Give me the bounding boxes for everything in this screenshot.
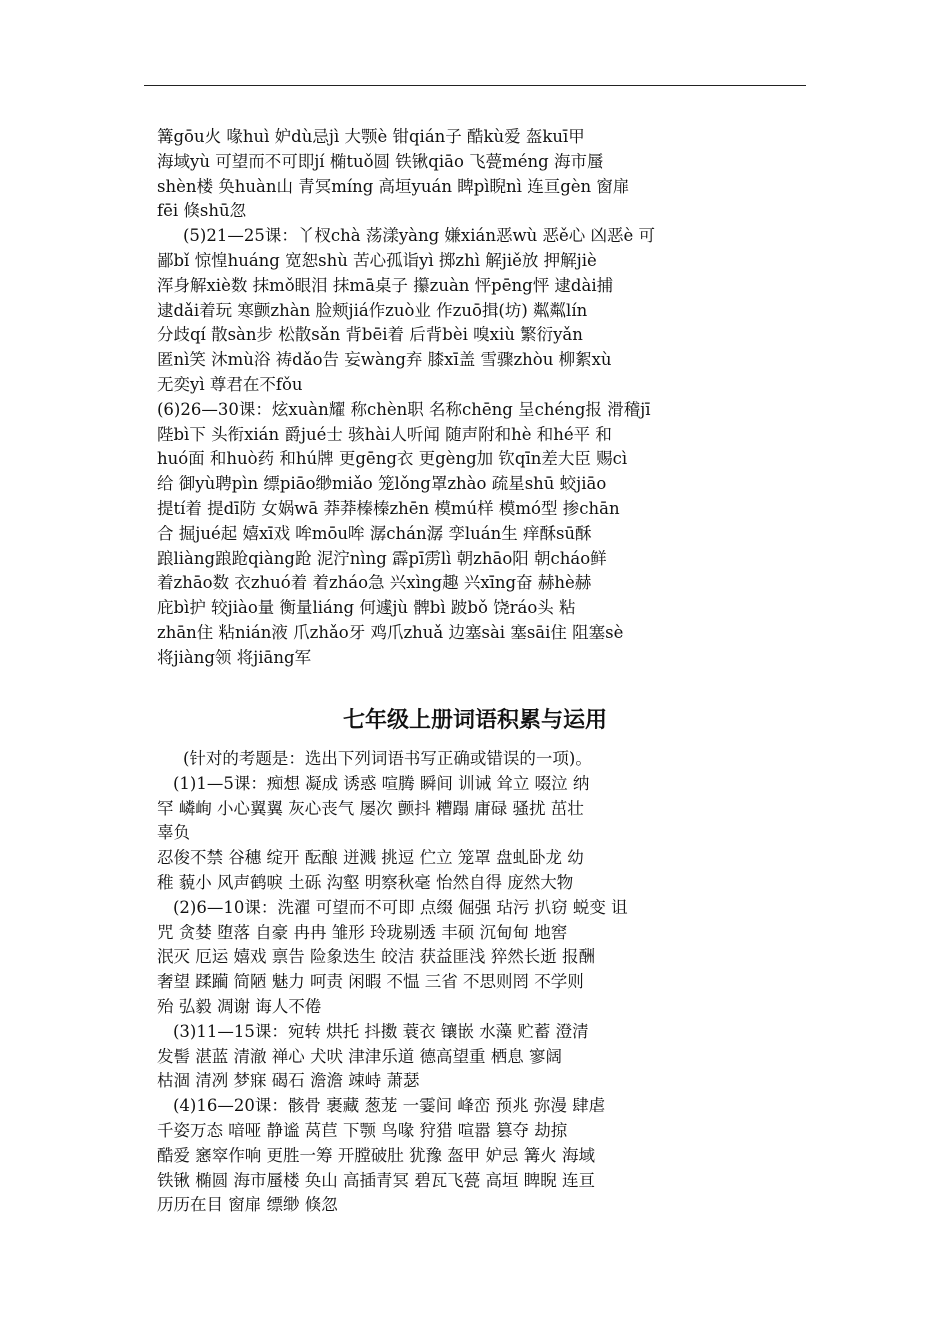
- vocab-line-18: 铁锹 椭圆 海市蜃楼 奂山 高插青冥 碧瓦飞甍 高垣 睥睨 连亘: [157, 1170, 595, 1190]
- vocab-line-1: (针对的考题是：选出下列词语书写正确或错误的一项)。: [183, 749, 592, 768]
- pinyin-line-15: 给 御yù聘pìn 缥piāo缈miǎo 笼lǒng罩zhào 疏星shū 蛟jiāo: [157, 474, 607, 494]
- vocab-line-16: 千姿万态 喑哑 静谧 莴苣 下颚 鸟喙 狩猎 喧嚣 篡夺 劫掠: [157, 1120, 568, 1140]
- section-title: 七年级上册词语积累与运用: [342, 708, 607, 733]
- vocab-line-15: (4)16—20课：骸骨 裹藏 葱茏 一霎间 峰峦 预兆 弥漫 肆虐: [173, 1096, 606, 1116]
- pinyin-line-4: fēi 倏shū忽: [157, 201, 247, 221]
- vocab-line-10: 奢望 蹂躏 简陋 魅力 呵责 闲暇 不愠 三省 不思则罔 不学则: [157, 972, 584, 992]
- vocab-line-17: 酷爱 窸窣作响 更胜一筹 开膛破肚 犹豫 盔甲 妒忌 篝火 海域: [157, 1145, 595, 1165]
- pinyin-line-9: 分歧qí 散sàn步 松散sǎn 背bēi着 后背bèi 嗅xiù 繁衍yǎn: [157, 325, 583, 345]
- pinyin-line-14: huó面 和huò药 和hú牌 更gēng衣 更gèng加 钦qīn差大臣 赐cì: [157, 449, 628, 469]
- pinyin-line-11: 无奕yì 尊君在不fǒu: [157, 374, 303, 394]
- vocab-line-11: 殆 弘毅 凋谢 诲人不倦: [157, 996, 322, 1016]
- pinyin-line-3: shèn楼 奂huàn山 青冥míng 高垣yuán 睥pì睨nì 连亘gèn 窗扉: [157, 176, 630, 196]
- pinyin-line-1: 篝gōu火 喙huì 妒dù忌jì 大颚è 钳qián子 酷kù爱 盔kuī甲: [157, 127, 585, 146]
- pinyin-line-10: 匿nì笑 沐mù浴 祷dǎo告 妄wàng弃 膝xī盖 雪骤zhòu 柳絮xù: [157, 350, 612, 370]
- vocabulary-section: [157, 747, 797, 1218]
- vocab-line-6: 稚 藐小 风声鹤唳 土砾 沟壑 明察秋毫 怡然自得 庞然大物: [157, 872, 574, 892]
- pinyin-line-20: 庇bì护 较jiào量 衡量liáng 何遽jù 髀bì 跛bǒ 饶ráo头 粘: [157, 598, 576, 618]
- vocab-line-3: 罕 嶙峋 小心翼翼 灰心丧气 屡次 颤抖 糟蹋 庸碌 骚扰 茁壮: [157, 798, 584, 818]
- vocab-line-4: 辜负: [157, 823, 190, 843]
- vocab-line-19: 历历在目 窗扉 缥缈 倏忽: [157, 1195, 338, 1215]
- pinyin-line-19: 着zhāo数 衣zhuó着 着zháo急 兴xìng趣 兴xīng奋 赫hè赫: [157, 573, 592, 593]
- vocab-line-12: (3)11—15课：宛转 烘托 抖擞 蓑衣 镶嵌 水藻 贮蓄 澄清: [173, 1021, 589, 1041]
- vocab-line-7: (2)6—10课：洗濯 可望而不可即 点缀 倔强 玷污 扒窃 蜕变 诅: [173, 897, 628, 917]
- vocab-line-13: 发髻 湛蓝 清澈 禅心 犬吠 津津乐道 德高望重 栖息 寥阔: [157, 1046, 562, 1066]
- vocab-line-8: 咒 贪婪 堕落 自豪 冉冉 雏形 玲珑剔透 丰硕 沉甸甸 地窖: [157, 922, 568, 942]
- pinyin-line-7: 浑身解xiè数 抹mǒ眼泪 抹mā桌子 攥zuàn 怦pēng怦 逮dài捕: [157, 275, 614, 295]
- pinyin-line-17: 合 掘jué起 嬉xī戏 哞mōu哞 潺chán潺 孪luán生 痒酥sū酥: [157, 523, 592, 543]
- vocab-line-2: (1)1—5课：痴想 凝成 诱惑 喧腾 瞬间 训诫 耸立 啜泣 纳: [173, 773, 590, 793]
- pinyin-line-12: (6)26—30课：炫xuàn耀 称chèn职 名称chēng 呈chéng报 滑稽jī: [157, 399, 651, 419]
- vocab-line-5: 忍俊不禁 谷穗 绽开 酝酿 迸溅 挑逗 伫立 笼罩 盘虬卧龙 幼: [157, 848, 584, 868]
- pinyin-line-22: 将jiàng领 将jiāng军: [157, 647, 312, 667]
- pinyin-line-16: 提tí着 提dī防 女娲wā 莽莽榛榛zhēn 模mú样 模mó型 掺chān: [157, 498, 620, 518]
- pinyin-section: [157, 125, 797, 671]
- pinyin-line-13: 陛bì下 头衔xián 爵jué士 骇hài人听闻 随声附和hè 和hé平 和: [157, 424, 612, 444]
- pinyin-line-18: 踉liàng踉跄qiàng跄 泥泞nìng 霹pī雳lì 朝zhāo阳 朝cháo鲜: [157, 548, 607, 568]
- pinyin-line-2: 海域yù 可望而不可即jí 椭tuǒ圆 铁锹qiāo 飞甍méng 海市蜃: [157, 151, 604, 171]
- pinyin-line-5: (5)21—25课：丫杈chà 荡漾yàng 嫌xián恶wù 恶ě心 凶恶è 可: [183, 226, 655, 246]
- vocab-line-14: 枯涸 清冽 梦寐 碣石 澹澹 竦峙 萧瑟: [157, 1071, 420, 1091]
- vocab-line-9: 泯灭 厄运 嬉戏 禀告 险象迭生 皎洁 获益匪浅 猝然长逝 报酬: [157, 947, 595, 967]
- header-rule: [144, 85, 806, 86]
- pinyin-line-6: 鄙bǐ 惊惶huáng 宽恕shù 苦心孤诣yì 掷zhì 解jiě放 押解jiè: [157, 250, 597, 270]
- pinyin-line-8: 逮dǎi着玩 寒颤zhàn 脸颊jiá作zuò业 作zuō揖(坊) 粼粼lín: [157, 300, 588, 320]
- pinyin-line-21: zhān住 粘nián液 爪zhǎo牙 鸡爪zhuǎ 边塞sài 塞sāi住 阻塞sè: [157, 622, 624, 642]
